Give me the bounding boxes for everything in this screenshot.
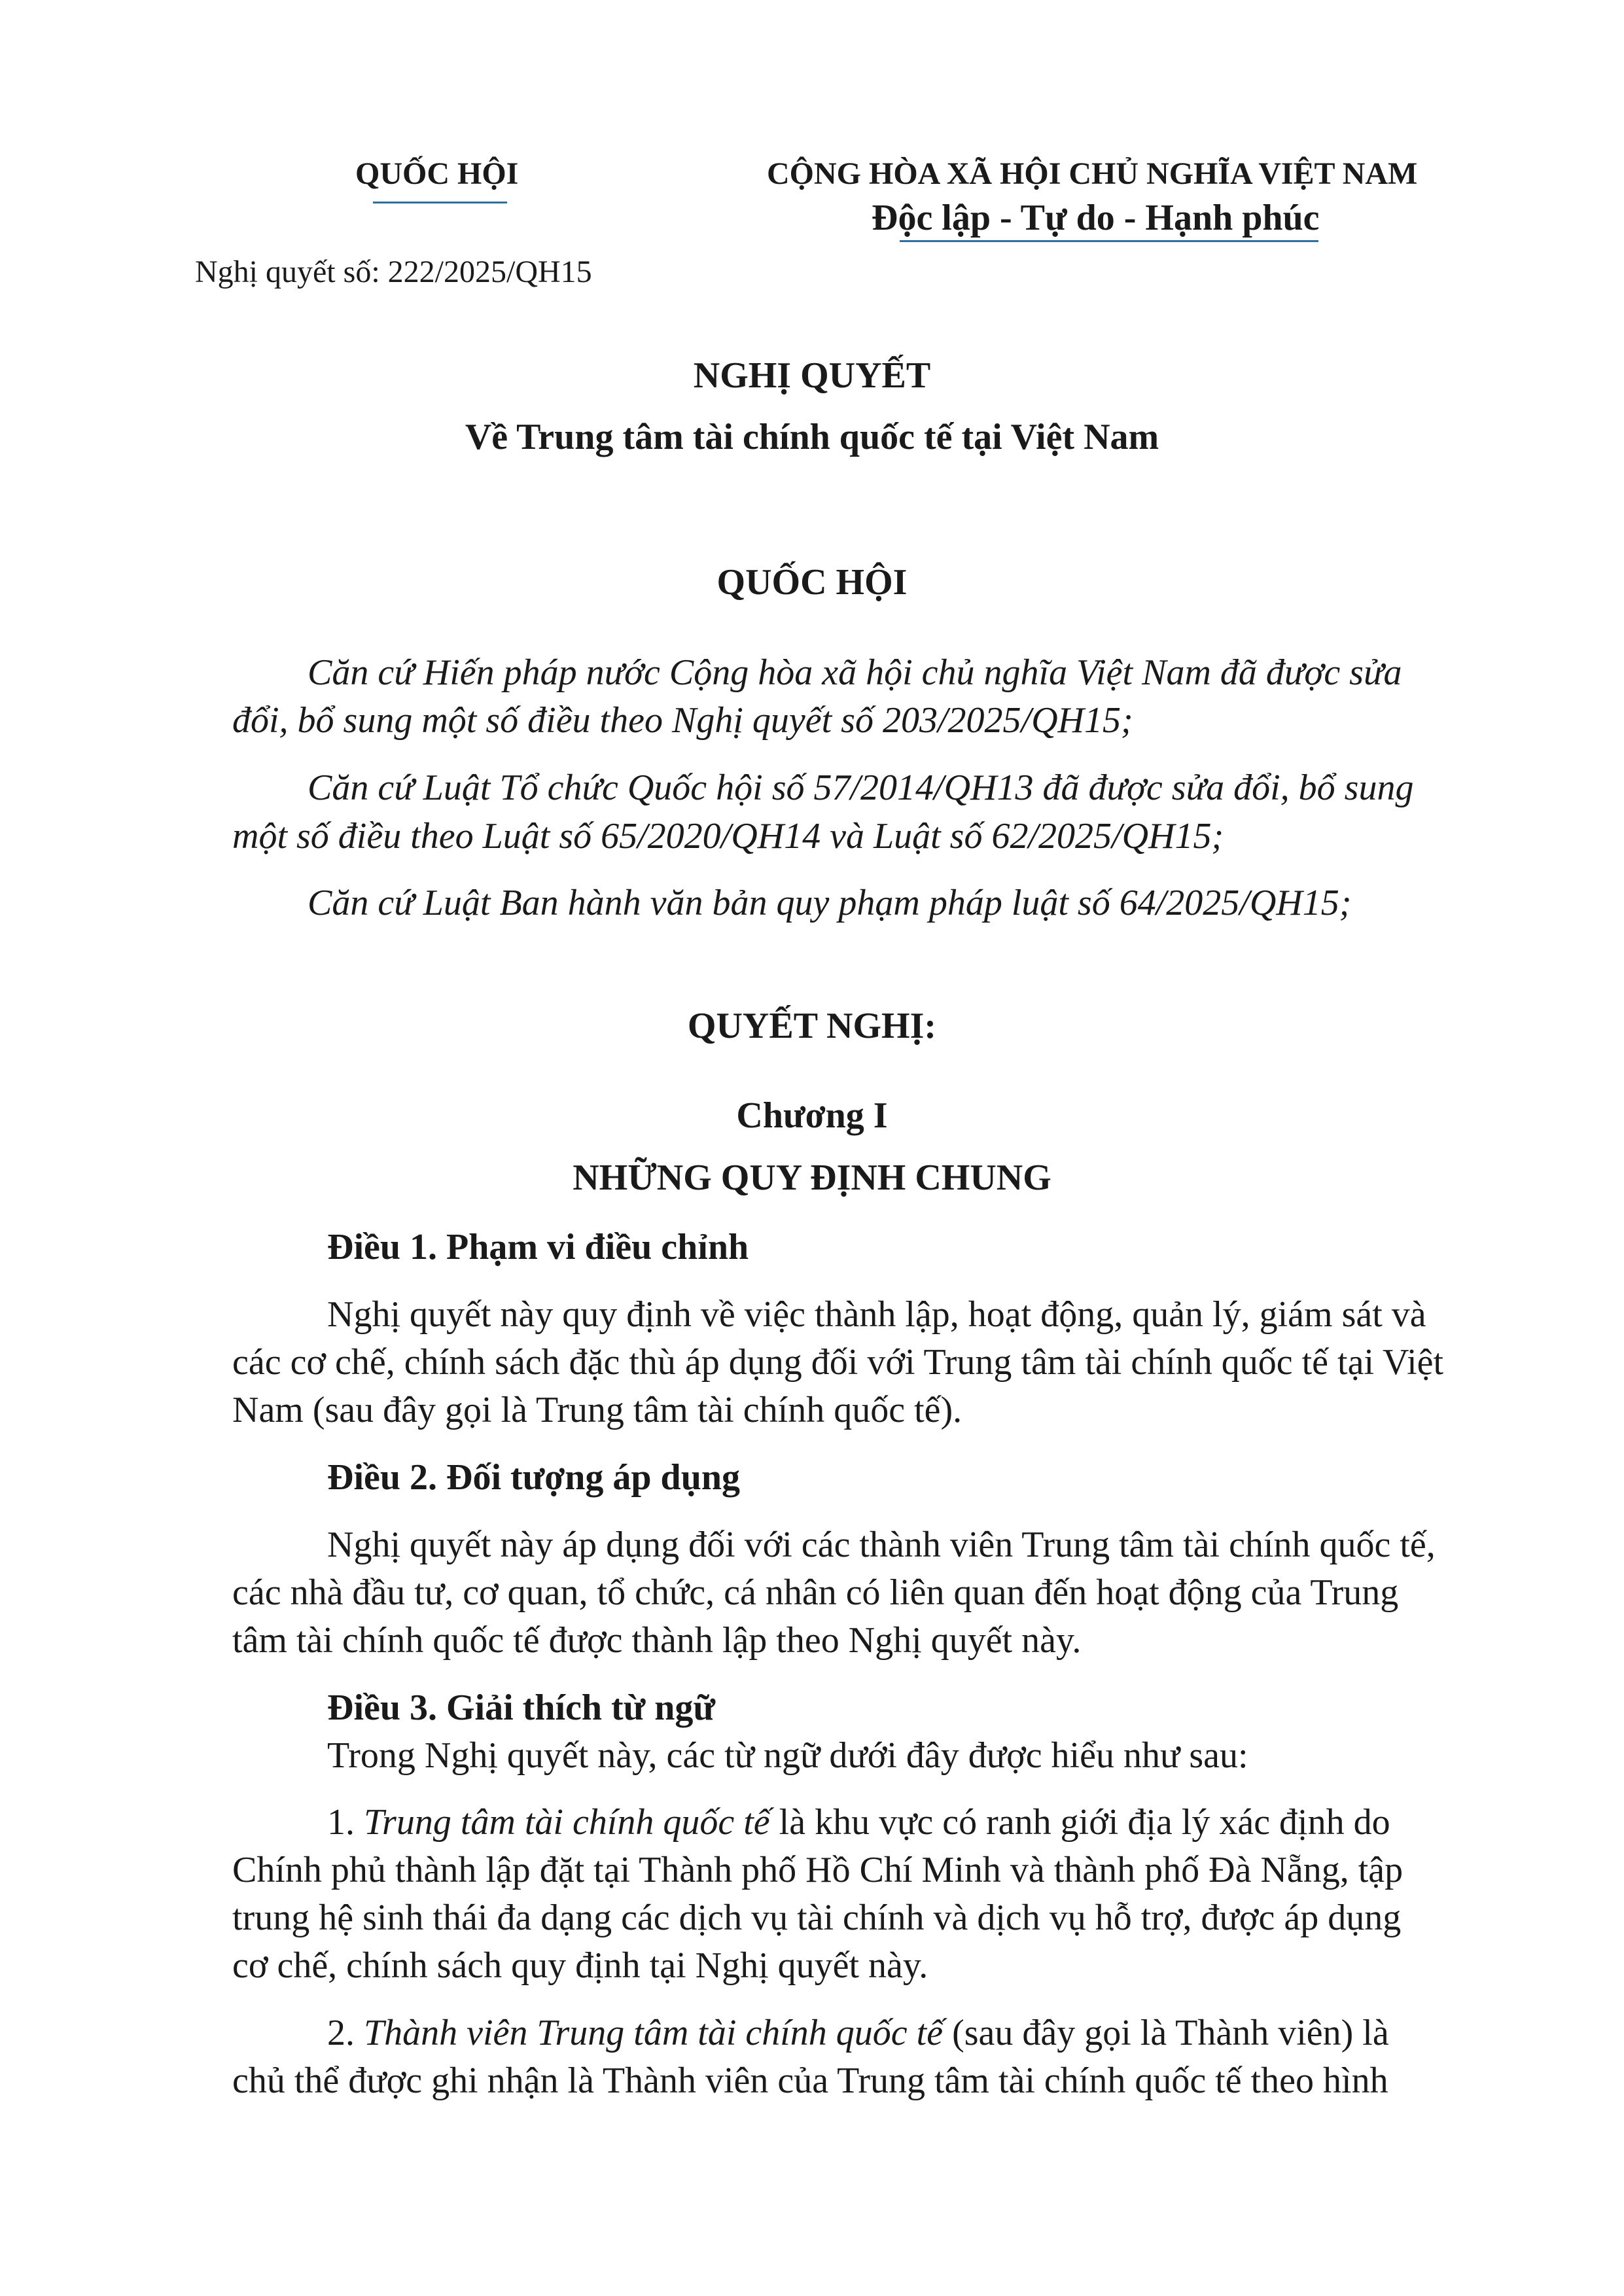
article-3-item-2-line-2: chủ thể được ghi nhận là Thành viên của Trung tâm tài chính quốc tế theo hình [232,2060,1388,2101]
resolution-number: Nghị quyết số: 222/2025/QH15 [195,255,592,289]
article-2-line-1: Nghị quyết này áp dụng đối với các thành viên Trung tâm tài chính quốc tế, [327,1525,1436,1565]
article-3-item-1 [327,1804,1390,1841]
article-3-heading: Điều 3. Giải thích từ ngữ [327,1687,716,1728]
article-1-line-1: Nghị quyết này quy định về việc thành lập, hoạt động, quản lý, giám sát và [327,1294,1426,1335]
article-1-heading: Điều 1. Phạm vi điều chỉnh [327,1227,749,1267]
item-2-number: 2. [327,2013,355,2053]
issuing-authority: QUỐC HỘI [716,562,908,603]
issuer-underline [373,202,507,203]
preamble-basis-1: Căn cứ Hiến pháp nước Cộng hòa xã hội chủ nghĩa Việt Nam đã được sửa [308,652,1402,693]
country-name: CỘNG HÒA XÃ HỘI CHỦ NGHĨA VIỆT NAM [767,156,1418,191]
issuer-name: QUỐC HỘI [355,156,519,191]
article-2-line-3: tâm tài chính quốc tế được thành lập theo Nghị quyết này. [232,1620,1082,1661]
article-1-line-2: các cơ chế, chính sách đặc thù áp dụng đối với Trung tâm tài chính quốc tế tại Việt [232,1342,1444,1383]
document-subject: Về Trung tâm tài chính quốc tế tại Việt Nam [465,417,1159,457]
chapter-number: Chương I [736,1095,888,1136]
article-3-item-2 [327,2015,1389,2051]
motto-underline [900,240,1318,242]
article-3-item-1-line-3: trung hệ sinh thái đa dạng các dịch vụ tài chính và dịch vụ hỗ trợ, được áp dụng [232,1898,1402,1938]
preamble-basis-1-cont: đổi, bổ sung một số điều theo Nghị quyết số 203/2025/QH15; [232,700,1133,741]
preamble-basis-2: Căn cứ Luật Tổ chức Quốc hội số 57/2014/QH13 đã được sửa đổi, bổ sung [308,768,1414,808]
document-type: NGHỊ QUYẾT [693,355,931,396]
article-3-item-1-line-2: Chính phủ thành lập đặt tại Thành phố Hồ Chí Minh và thành phố Đà Nẵng, tập [232,1850,1403,1890]
item-2-term: Thành viên Trung tâm tài chính quốc tế [364,2013,944,2053]
item-2-definition: (sau đây gọi là Thành viên) là [952,2013,1389,2053]
article-3-intro: Trong Nghị quyết này, các từ ngữ dưới đây được hiểu như sau: [327,1735,1248,1776]
article-2-heading: Điều 2. Đối tượng áp dụng [327,1457,740,1498]
item-1-number: 1. [327,1802,355,1843]
decision-heading: QUYẾT NGHỊ: [687,1006,937,1046]
article-2-line-2: các nhà đầu tư, cơ quan, tổ chức, cá nhân có liên quan đến hoạt động của Trung [232,1572,1399,1613]
item-1-definition: là khu vực có ranh giới địa lý xác định do [779,1802,1390,1843]
chapter-title: NHỮNG QUY ĐỊNH CHUNG [573,1157,1051,1198]
national-motto: Độc lập - Tự do - Hạnh phúc [872,198,1320,238]
preamble-basis-3: Căn cứ Luật Ban hành văn bản quy phạm pháp luật số 64/2025/QH15; [308,883,1352,923]
article-3-item-1-line-4: cơ chế, chính sách quy định tại Nghị quyết này. [232,1945,928,1986]
preamble-basis-2-cont: một số điều theo Luật số 65/2020/QH14 và Luật số 62/2025/QH15; [232,816,1224,857]
article-1-line-3: Nam (sau đây gọi là Trung tâm tài chính quốc tế). [232,1390,962,1430]
item-1-term: Trung tâm tài chính quốc tế [364,1802,770,1843]
